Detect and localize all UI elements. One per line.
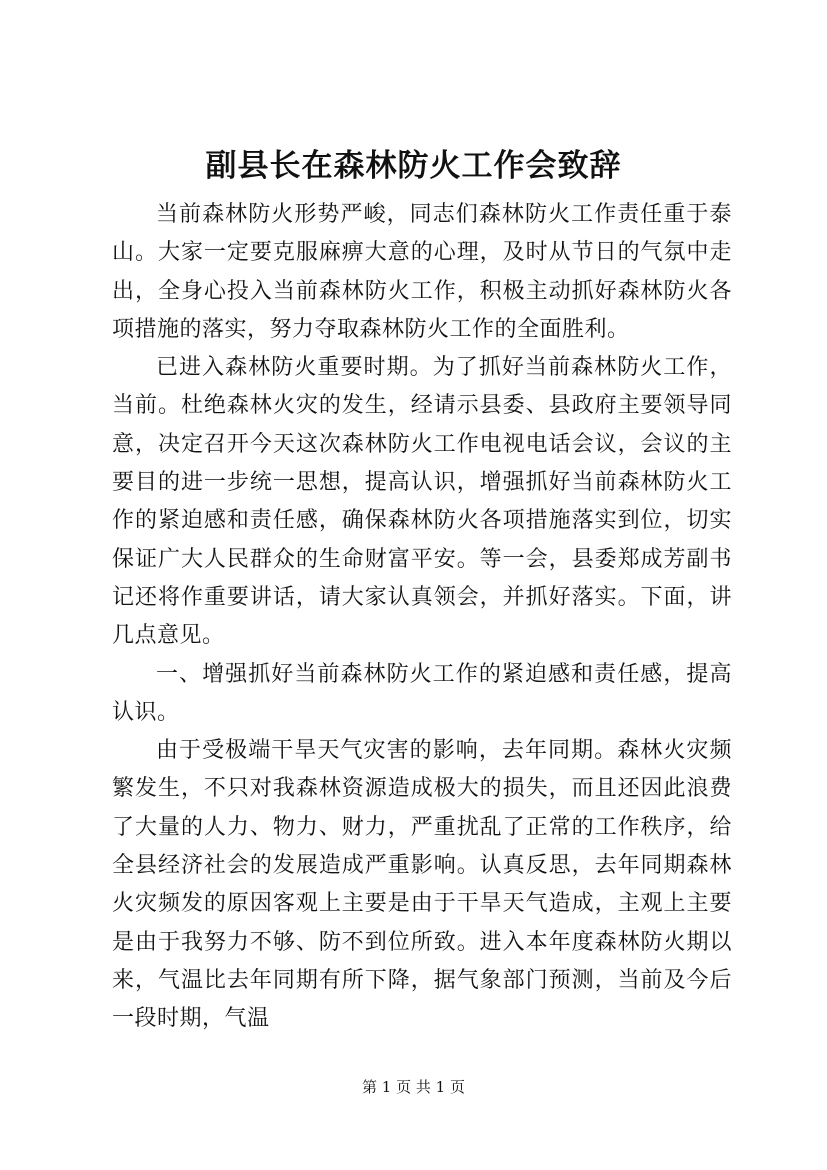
paragraph-2: 已进入森林防火重要时期。为了抓好当前森林防火工作，当前。杜绝森林火灾的发生，经请示县委、县政府主要领导同意，决定召开今天这次森林防火工作电视电话会议，会议的主要目的进一步统一思想，提高认识，增强抓好当前森林防火工作的紧迫感和责任感，确保森林防火各项措施落实到位，切实保证广大人民群众的生命财富平安。等一会，县委郑成芳副书记还将作重要讲话，请大家认真领会，并抓好落实。下面，讲几点意见。 [112, 355, 732, 649]
document-title: 副县长在森林防火工作会致辞 [205, 148, 622, 184]
document-body [112, 196, 732, 1039]
paragraph-3: 由于受极端干旱天气灾害的影响，去年同期。森林火灾频繁发生，不只对我森林资源造成极大的损失，而且还因此浪费了大量的人力、物力、财力，严重扰乱了正常的工作秩序，给全县经济社会的发展造成严重影响。认真反思，去年同期森林火灾频发的原因客观上主要是由于干旱天气造成，主观上主要是由于我努力不够、防不到位所致。进入本年度森林防火期以来，气温比去年同期有所下降，据气象部门预测，当前及今后一段时期，气温 [112, 738, 732, 1032]
page-footer: 第 1 页 共 1 页 [362, 1078, 465, 1096]
paragraph-1: 当前森林防火形势严峻，同志们森林防火工作责任重于泰山。大家一定要克服麻痹大意的心理，及时从节日的气氛中走出，全身心投入当前森林防火工作，积极主动抓好森林防火各项措施的落实，努力夺取森林防火工作的全面胜利。 [112, 202, 732, 342]
section-heading-1: 一、增强抓好当前森林防火工作的紧迫感和责任感，提高认识。 [112, 661, 732, 725]
